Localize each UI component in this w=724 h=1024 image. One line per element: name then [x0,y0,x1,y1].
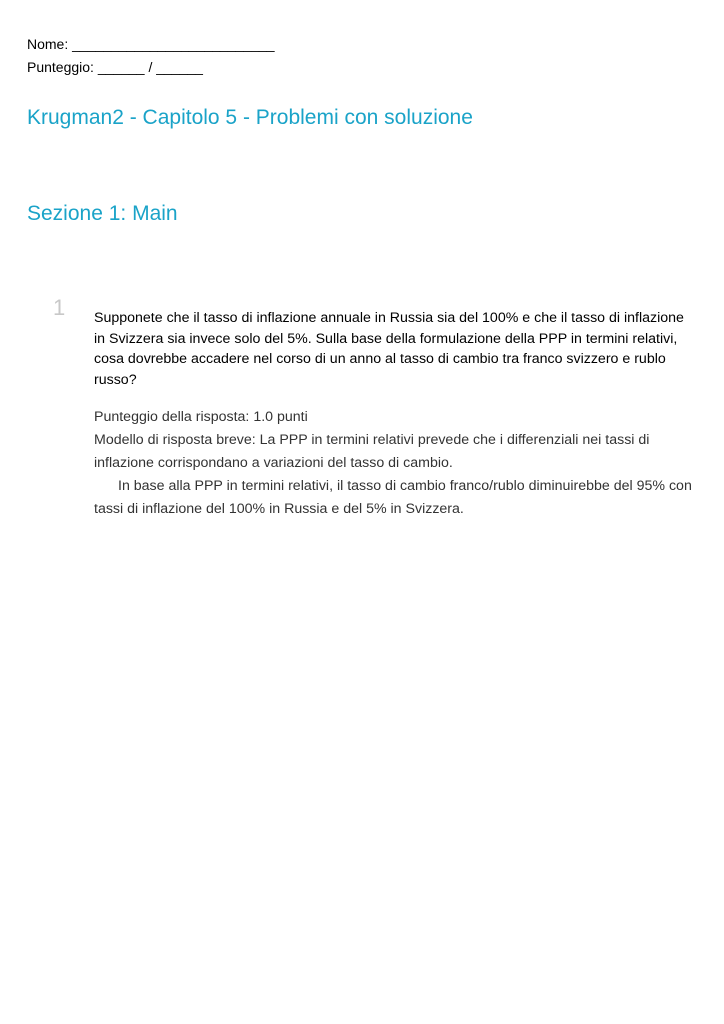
score-field-line: Punteggio: ______ / ______ [27,59,203,75]
answer-block [94,407,694,521]
answer-score: Punteggio della risposta: 1.0 punti [94,409,308,425]
model-answer-detail: In base alla PPP in termini relativi, il tasso di cambio franco/rublo diminuirebbe del 95% con tassi di inflazione del 100% in Russia e del 5% in Svizzera. [94,478,692,517]
section-title: Sezione 1: Main [27,202,178,225]
question-text: Supponete che il tasso di inflazione annuale in Russia sia del 100% e che il tasso di inflazione in Svizzera sia invece solo del 5%. Sulla base della formulazione della PPP in termini relativi, cosa dovrebbe accadere nel corso di un anno al tasso di cambio tra franco svizzero e rublo russo? [94,310,684,388]
name-field-line: Nome: __________________________ [27,36,275,52]
document-title: Krugman2 - Capitolo 5 - Problemi con soluzione [27,106,473,129]
question-number: 1 [53,295,66,320]
model-answer: Modello di risposta breve: La PPP in termini relativi prevede che i differenziali nei tassi di inflazione corrispondano a variazioni del tasso di cambio. [94,432,650,471]
